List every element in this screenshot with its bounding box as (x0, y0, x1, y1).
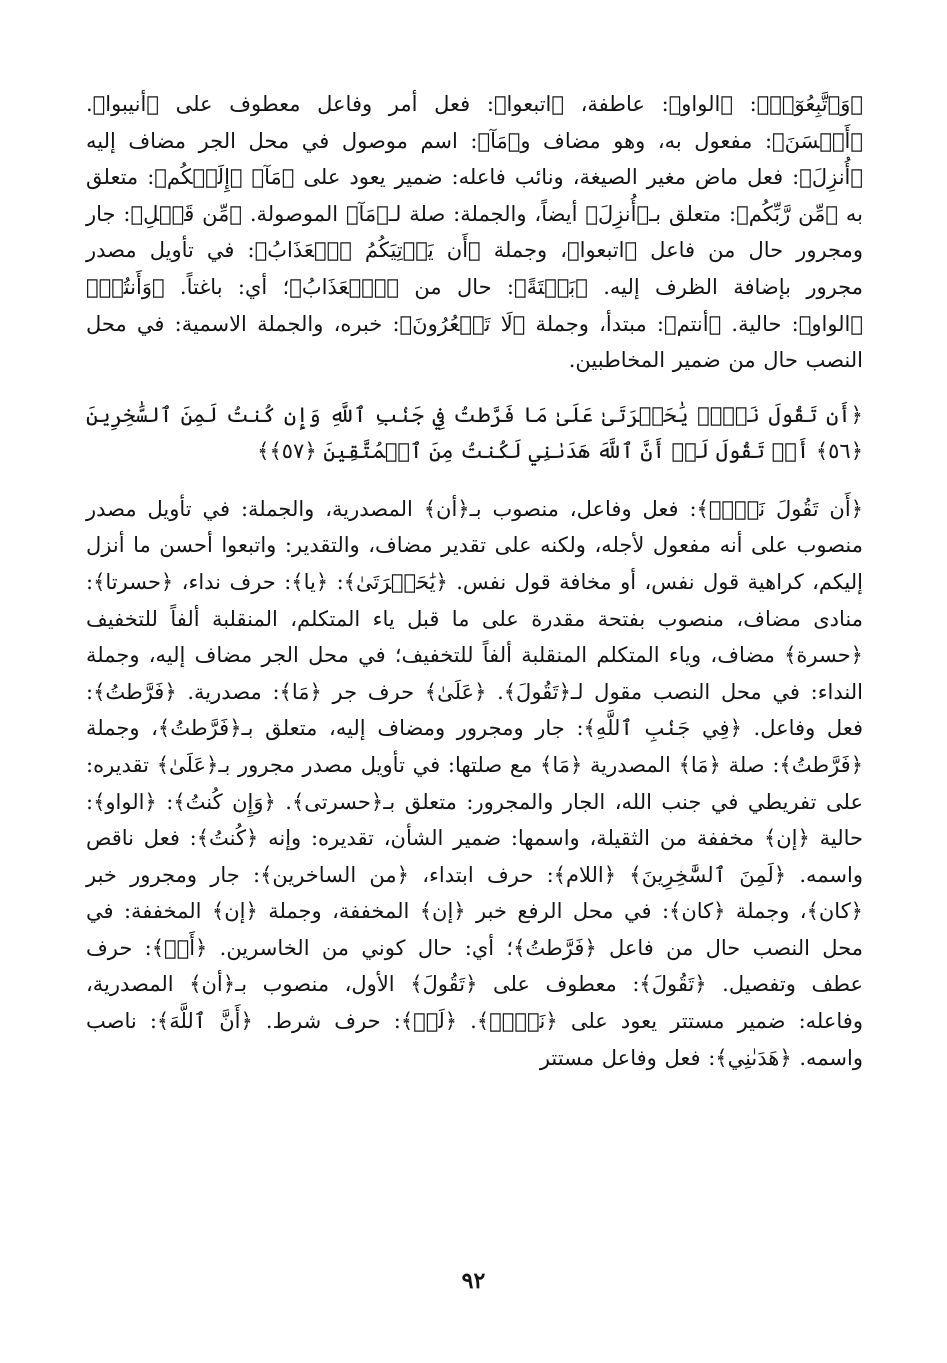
paragraph-grammar-analysis-2: ﴿أَن تَقُولَ نَفۡسٞ﴾: فعل وفاعل، منصوب بـ﴿أن﴾ المصدرية، والجملة: في تأويل مصدر منصوب على أنه مفعول لأجله، ولكنه على تقدير مضاف، والتقدير: واتبعوا أحسن ما أنزل إليكم، كراهية قول نفس، أو مخافة قول نفس. ﴿يَٰحَسۡرَتَىٰ﴾: ﴿يا﴾: حرف نداء، ﴿حسرتا﴾: منادى مضاف، منصوب بفتحة مقدرة على ما قبل ياء المتكلم، المنقلبة ألفاً للتخفيف ﴿حسرة﴾ مضاف، وياء المتكلم المنقلبة ألفاً للتخفيف؛ في محل الجر مضاف إليه، وجملة النداء: في محل النصب مقول لـ﴿تَقُولَ﴾. ﴿عَلَىٰ﴾ حرف جر ﴿مَا﴾: مصدرية. ﴿فَرَّطتُ﴾: فعل وفاعل. ﴿فِي جَنۢبِ ٱللَّهِ﴾: جار ومجرور ومضاف إليه، متعلق بـ﴿فَرَّطتُ﴾، وجملة ﴿فَرَّطتُ﴾: صلة ﴿مَا﴾ المصدرية ﴿مَا﴾ مع صلتها: في تأويل مصدر مجرور بـ﴿عَلَىٰ﴾ تقديره: على تفريطي في جنب الله، الجار والمجرور: متعلق بـ﴿حسرتى﴾. ﴿وَإِن كُنتُ﴾: ﴿الواو﴾: حالية ﴿إن﴾ مخففة من الثقيلة، واسمها: ضمير الشأن، تقديره: وإنه ﴿كُنتُ﴾: فعل ناقص واسمه. ﴿لَمِنَ ٱلسَّٰخِرِينَ﴾ ﴿اللام﴾: حرف ابتداء، ﴿من الساخرين﴾: جار ومجرور خبر ﴿كان﴾، وجملة ﴿كان﴾: في محل الرفع خبر ﴿إن﴾ المخففة، وجملة ﴿إن﴾ المخففة: في محل النصب حال من فاعل ﴿فَرَّطتُ﴾؛ أي: حال كوني من الخاسرين. ﴿أَوۡ﴾: حرف عطف وتفصيل. ﴿تَقُولَ﴾: معطوف على ﴿تَقُولَ﴾ الأول، منصوب بـ﴿أن﴾ المصدرية، وفاعله: ضمير مستتر يعود على ﴿نَفۡسٞ﴾. ﴿لَوۡ﴾: حرف شرط. ﴿أَنَّ ٱللَّهَ﴾: ناصب واسمه. ﴿هَدَىٰنِي﴾: فعل وفاعل مستتر (86, 496, 863, 1070)
quran-verse-56-57: ﴿أَن تَقُولَ نَفۡسٞ يَٰحَسۡرَتَىٰ عَلَىٰ مَا فَرَّطتُ فِي جَنۢبِ ٱللَّهِ وَإِن كُنتُ لَمِنَ ٱلسَّٰخِرِينَ ﴿٥٦﴾ أَوۡ تَقُولَ لَوۡ أَنَّ ٱللَّهَ هَدَىٰنِي لَكُنتُ مِنَ ٱلۡمُتَّقِينَ ﴿٥٧﴾﴾ (86, 402, 863, 463)
page-number: ٩٢ (461, 1268, 486, 1294)
paragraph-grammar-analysis-1: ﴿وَٱتَّبِعُوٓا۟﴾: ﴿الواو﴾: عاطفة، ﴿اتبعوا﴾: فعل أمر وفاعل معطوف على ﴿أنيبوا﴾. ﴿أَحۡسَنَ﴾: مفعول به، وهو مضاف و﴿مَآ﴾: اسم موصول في محل الجر مضاف إليه ﴿أُنزِلَ﴾: فعل ماض مغير الصيغة، ونائب فاعله: ضمير يعود على ﴿مَآ﴾ ﴿إِلَيۡكُم﴾: متعلق به ﴿مِّن رَّبِّكُم﴾: متعلق بـ﴿أُنزِلَ﴾ أيضاً، والجملة: صلة لـ﴿مَآ﴾ الموصولة. ﴿مِّن قَبۡلِ﴾: جار ومجرور حال من فاعل ﴿اتبعوا﴾، وجملة ﴿أَن يَأۡتِيَكُمُ ٱلۡعَذَابُ﴾: في تأويل مصدر مجرور بإضافة الظرف إليه. ﴿بَغۡتَةً﴾: حال من ﴿ٱلۡعَذَابُ﴾؛ أي: باغتاً. ﴿وَأَنتُمۡ﴾ ﴿الواو﴾: حالية. ﴿أنتم﴾: مبتدأ، وجملة ﴿لَا تَشۡعُرُونَ﴾: خبره، والجملة الاسمية: في محل النصب حال من ضمير المخاطبين. (86, 92, 863, 373)
page-body (86, 86, 863, 1076)
